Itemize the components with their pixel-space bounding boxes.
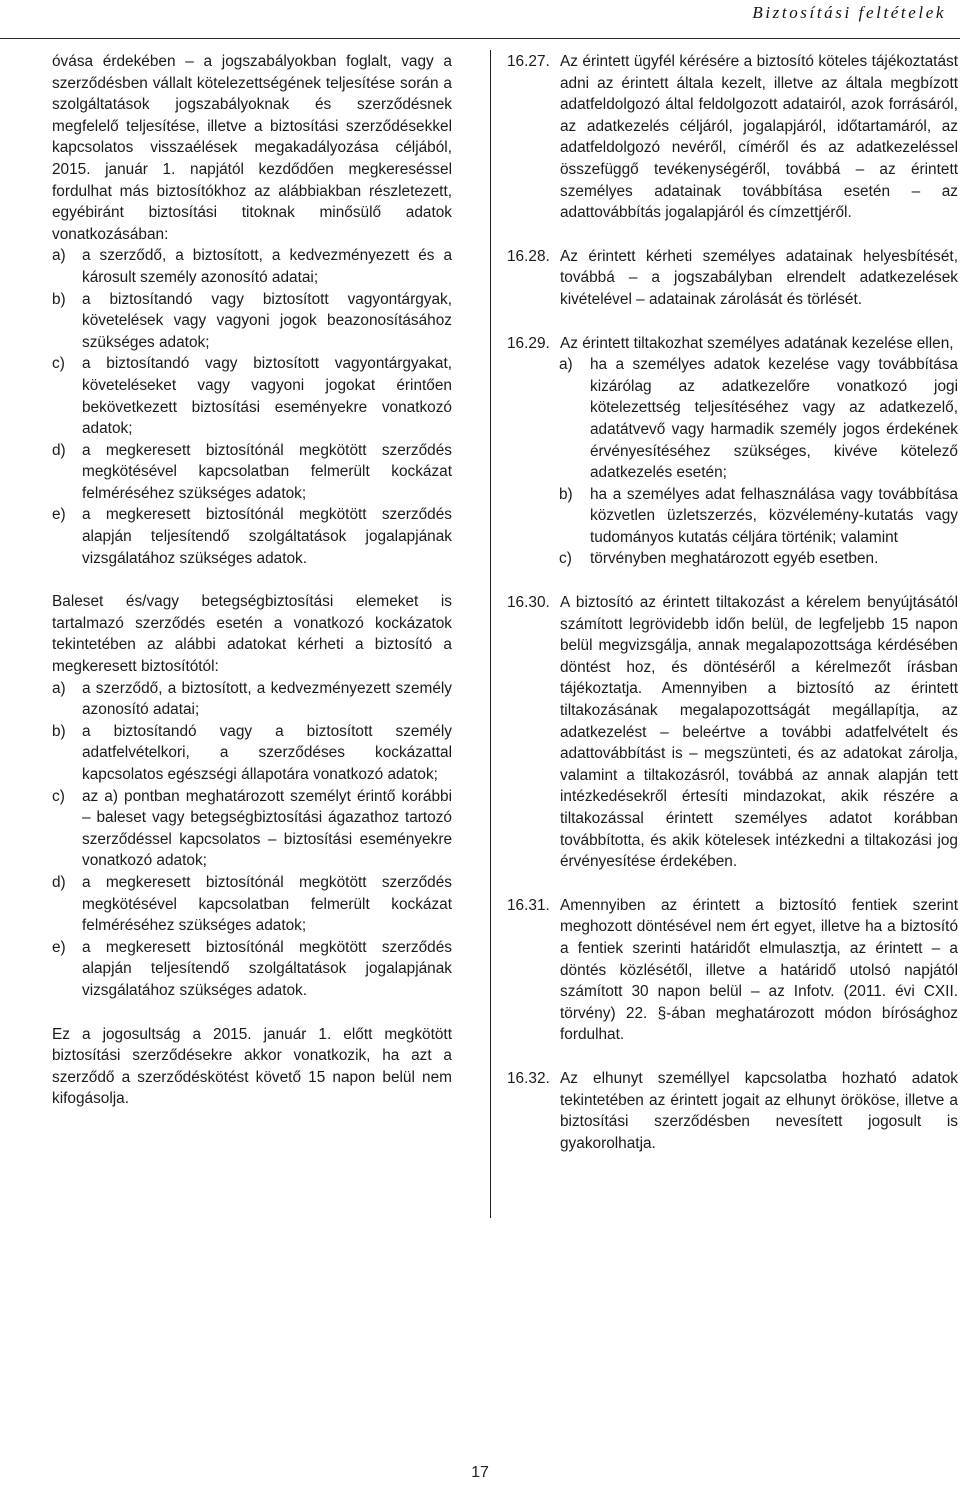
section-number: 16.27. — [507, 53, 550, 70]
section-number: 16.29. — [507, 334, 550, 352]
list-item — [52, 440, 452, 505]
page-header — [0, 0, 960, 39]
list-text: a megkeresett biztosítónál megkötött szerződés megkötésével kapcsolatban felmerült kockázat felméréséhez szükséges adatok; — [82, 873, 452, 935]
section-number: 16.30. — [507, 594, 550, 612]
list-item — [52, 504, 452, 569]
list-item — [52, 721, 452, 786]
list-item — [559, 354, 958, 484]
list-marker: b) — [559, 485, 573, 503]
section-text: Az érintett ügyfél kérésére a biztosító köteles tájékoztatást adni az érintett általa kezelt, illetve az általa megbízott adatfeldolgozó által feldolgozott adatairól, azok forrásáról, az adatkezelés céljáról, jogalapjáról, időtartamáról, az adatfeldolgozó nevéről, címéről és az adatkezeléssel összefüggő tevékenységéről, továbbá – az érintett személyes adatainak továbbítása esetén – az adattovábbítás jogalapjáról és címzettjéről. — [560, 53, 958, 222]
section-16-28 — [507, 246, 958, 311]
list-text: az a) pontban meghatározott személyt érintő korábbi – baleset vagy betegségbiztosítási ágazathoz tartozó szerződéssel kapcsolatos – biztosítási eseményekre vonatkozó adatok; — [82, 787, 452, 870]
section-16-30 — [507, 592, 958, 873]
list-marker: d) — [52, 873, 66, 891]
list-text: a megkeresett biztosítónál megkötött szerződés alapján teljesítendő szolgáltatások jogalapjának vizsgálatához szükséges adatok. — [82, 506, 452, 567]
list-item — [52, 289, 452, 354]
section-16-29 — [507, 333, 958, 355]
list-marker: c) — [52, 355, 65, 373]
section-16-32 — [507, 1068, 958, 1154]
list-item — [52, 353, 452, 439]
left-column — [52, 51, 452, 1110]
list-text: törvényben meghatározott egyéb esetben. — [590, 550, 879, 568]
list-marker: a) — [559, 356, 573, 374]
section-number: 16.32. — [507, 1069, 550, 1087]
section-number: 16.28. — [507, 247, 550, 265]
list-marker: e) — [52, 938, 66, 956]
page-number: 17 — [471, 1464, 489, 1481]
list-text: a biztosítandó vagy biztosított vagyontárgyak, követelések vagy vagyoni jogok beazonosításához szükséges adatok; — [82, 290, 452, 351]
list-marker: c) — [52, 787, 65, 805]
list-marker: d) — [52, 441, 66, 459]
validity-paragraph: Ez a jogosultság a 2015. január 1. előtt megkötött biztosítási szerződésekre akkor vonatkozik, ha azt a szerződő a szerződéskötést követő 15 napon belül nem kifogásolja. — [52, 1025, 452, 1108]
running-title: Biztosítási feltételek — [752, 3, 946, 22]
query-data-list — [52, 245, 452, 569]
list-marker: b) — [52, 722, 66, 740]
list-marker: e) — [52, 506, 66, 524]
accident-data-list — [52, 678, 452, 1002]
list-item — [52, 245, 452, 288]
list-text: a megkeresett biztosítónál megkötött szerződés alapján teljesítendő szolgáltatások jogalapjának vizsgálatához szükséges adatok. — [82, 938, 452, 999]
section-number: 16.31. — [507, 896, 550, 914]
list-text: a szerződő, a biztosított, a kedvezményezett személy azonosító adatai; — [82, 679, 452, 719]
column-divider — [490, 50, 491, 1218]
right-column — [507, 51, 958, 1154]
list-marker: a) — [52, 679, 66, 697]
list-text: ha a személyes adatok kezelése vagy továbbítása kizárólag az adatkezelőre vonatkozó jogi kötelezettség teljesítéséhez vagy az adatkezelő, adatátvevő vagy harmadik személy jogos érdekének érvényesítéséhez szükséges, kivéve kötelező adatkezelés esetén; — [590, 356, 958, 482]
list-text: a szerződő, a biztosított, a kedvezményezett és a károsult személy azonosító adatai; — [82, 247, 452, 286]
list-marker: c) — [559, 550, 572, 568]
list-marker: b) — [52, 290, 66, 308]
list-item — [52, 872, 452, 937]
list-text: a megkeresett biztosítónál megkötött szerződés megkötésével kapcsolatban felmerült kockázat felméréséhez szükséges adatok; — [82, 441, 452, 502]
section-text: Az elhunyt személlyel kapcsolatba hozható adatok tekintetében az érintett jogait az elhunyt örököse, illetve a biztosítási szerződésben nevesített jogosult is gyakorolhatja. — [560, 1069, 958, 1152]
section-16-27 — [507, 51, 958, 224]
accident-insurance-paragraph: Baleset és/vagy betegségbiztosítási elemeket is tartalmazó szerződés esetén a vonatkozó kockázatok tekintetében az alábbi adatokat kérheti a biztosító a megkeresett biztosítótól: — [52, 593, 452, 676]
list-item — [52, 678, 452, 721]
objection-cases-list — [559, 354, 958, 570]
section-text: Az érintett tiltakozhat személyes adatának kezelése ellen, — [560, 334, 954, 352]
list-item — [559, 484, 958, 549]
list-item — [52, 937, 452, 1002]
section-text: Amennyiben az érintett a biztosító fentiek szerint meghozott döntésével nem ért egyet, illetve ha a biztosító a fentiek szerinti határidőt elmulasztja, az érintett – a döntés közlésétől, illetve a határidő utolsó napjától számított 30 napon belül – az Infotv. (2011. évi CXII. törvény) 22. §-ában meghatározott módon bírósághoz fordulhat. — [560, 896, 958, 1044]
list-item — [559, 548, 958, 570]
section-text: Az érintett kérheti személyes adatainak helyesbítését, továbbá – a jogszabályban elrendelt adatkezelések kivételével – adatainak zárolását és törlését. — [560, 247, 958, 308]
section-16-31 — [507, 895, 958, 1046]
intro-paragraph: óvása érdekében – a jogszabályokban foglalt, vagy a szerződésben vállalt kötelezettségének teljesítése során a szolgáltatások jogszabályoknak és szerződésnek megfelelő teljesítése, illetve a biztosítási szerződésekkel kapcsolatos visszaélések megakadályozása céljából, 2015. január 1. napjától kezdődően megkereséssel fordulhat más biztosítókhoz az alábbiakban részletezett, egyébiránt biztosítási titoknak minősülő adatok vonatkozásában: — [52, 53, 452, 243]
list-marker: a) — [52, 247, 66, 265]
list-item — [52, 786, 452, 872]
list-text: a biztosítandó vagy biztosított vagyontárgyakat, követeléseket vagy vagyoni jogokat érintően bekövetkezett biztosítási eseményekre vonatkozó adatok; — [82, 355, 452, 438]
list-text: ha a személyes adat felhasználása vagy továbbítása közvetlen üzletszerzés, közvélemény-kutatás vagy tudományos kutatás céljára történik; valamint — [590, 485, 958, 546]
list-text: a biztosítandó vagy a biztosított személy adatfelvételkori, a szerződéses kockázattal kapcsolatos egészségi állapotára vonatkozó adatok; — [82, 722, 452, 783]
section-text: A biztosító az érintett tiltakozást a kérelem benyújtásától számított legrövidebb időn belül, de legfeljebb 15 napon belül megvizsgálja, annak megalapozottsága kérdésében döntést hoz, és döntéséről a kérelmezőt írásban tájékoztatja. Amennyiben a biztosító az érintett tiltakozásának megalapozottságát megállapítja, az adatkezelést – beleértve a további adatfelvételt és adattovábbítást is – megszünteti, és az adatokat zárolja, valamint a tiltakozásról, továbbá az annak alapján tett intézkedésekről értesíti mindazokat, akik részére a tiltakozással érintett személyes adatot korábban továbbította, és akik kötelesek intézkedni a tiltakozási jog érvényesítése érdekében. — [560, 594, 958, 871]
